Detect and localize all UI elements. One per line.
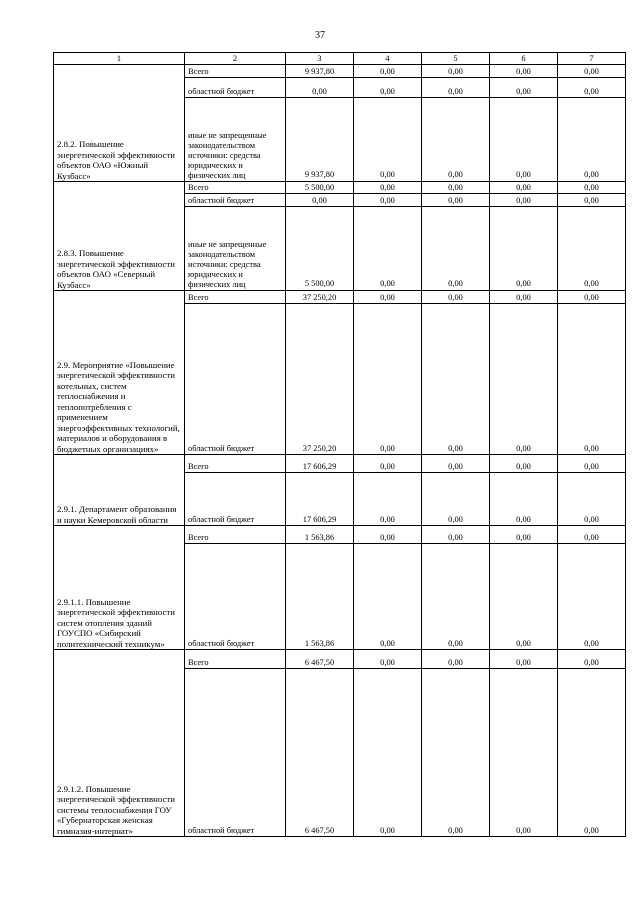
value-cell: 5 500,00	[286, 207, 354, 291]
value-cell: 1 563,86	[286, 544, 354, 650]
value-cell: 0,00	[558, 544, 626, 650]
item-name: 2.8.3. Повышение энергетической эффективности объектов ОАО «Северный Кузбасс»	[54, 182, 185, 291]
value-cell: 0,00	[354, 455, 422, 473]
value-cell: 0,00	[558, 526, 626, 544]
source-label: Всего	[185, 65, 286, 78]
source-label: областной бюджет	[185, 78, 286, 98]
value-cell: 0,00	[354, 473, 422, 526]
value-cell: 0,00	[354, 291, 422, 304]
value-cell: 0,00	[286, 78, 354, 98]
column-header: 7	[558, 53, 626, 65]
column-header: 6	[490, 53, 558, 65]
source-label: областной бюджет	[185, 669, 286, 837]
value-cell: 0,00	[422, 650, 490, 669]
value-cell: 0,00	[558, 473, 626, 526]
value-cell: 0,00	[558, 304, 626, 455]
value-cell: 0,00	[354, 65, 422, 78]
table-row	[54, 182, 626, 194]
source-label: Всего	[185, 455, 286, 473]
source-label: областной бюджет	[185, 473, 286, 526]
item-name: 2.8.2. Повышение энергетической эффективности объектов ОАО «Южный Кузбасс»	[54, 65, 185, 182]
value-cell: 0,00	[286, 194, 354, 207]
value-cell: 0,00	[422, 526, 490, 544]
value-cell: 0,00	[490, 207, 558, 291]
value-cell: 6 467,50	[286, 669, 354, 837]
value-cell: 0,00	[422, 291, 490, 304]
value-cell: 0,00	[490, 78, 558, 98]
table-row	[54, 526, 626, 544]
value-cell: 0,00	[422, 194, 490, 207]
item-name: 2.9.1.2. Повышение энергетической эффективности системы теплоснабжения ГОУ «Губернаторская женская гимназия-интернат»	[54, 650, 185, 837]
value-cell: 0,00	[558, 78, 626, 98]
source-label: областной бюджет	[185, 544, 286, 650]
value-cell: 0,00	[558, 669, 626, 837]
value-cell: 37 250,20	[286, 304, 354, 455]
value-cell: 0,00	[354, 78, 422, 98]
column-header: 2	[185, 53, 286, 65]
value-cell: 0,00	[558, 207, 626, 291]
value-cell: 0,00	[558, 291, 626, 304]
value-cell: 0,00	[422, 78, 490, 98]
value-cell: 0,00	[490, 544, 558, 650]
value-cell: 0,00	[490, 182, 558, 194]
value-cell: 17 606,29	[286, 473, 354, 526]
source-label: областной бюджет	[185, 304, 286, 455]
value-cell: 0,00	[558, 98, 626, 182]
source-label: Всего	[185, 526, 286, 544]
value-cell: 0,00	[490, 526, 558, 544]
item-name: 2.9.1.1. Повышение энергетической эффективности систем отопления зданий ГОУСПО «Сибирский политехнический техникум»	[54, 526, 185, 650]
value-cell: 0,00	[558, 194, 626, 207]
table-row	[54, 291, 626, 304]
value-cell: 0,00	[354, 669, 422, 837]
source-label: областной бюджет	[185, 194, 286, 207]
value-cell: 37 250,20	[286, 291, 354, 304]
value-cell: 0,00	[422, 65, 490, 78]
value-cell: 0,00	[490, 65, 558, 78]
value-cell: 0,00	[558, 182, 626, 194]
value-cell: 1 563,86	[286, 526, 354, 544]
value-cell: 0,00	[558, 455, 626, 473]
page-number: 37	[315, 30, 325, 41]
source-label: иные не запрещенные законодательством источники: средства юридических и физических лиц	[185, 207, 286, 291]
table-row	[54, 65, 626, 78]
value-cell: 0,00	[422, 98, 490, 182]
value-cell: 0,00	[558, 65, 626, 78]
value-cell: 0,00	[490, 455, 558, 473]
column-header: 1	[54, 53, 185, 65]
column-header: 4	[354, 53, 422, 65]
value-cell: 0,00	[354, 544, 422, 650]
value-cell: 0,00	[490, 650, 558, 669]
column-header: 5	[422, 53, 490, 65]
column-header: 3	[286, 53, 354, 65]
source-label: Всего	[185, 291, 286, 304]
source-label: Всего	[185, 182, 286, 194]
value-cell: 0,00	[422, 304, 490, 455]
table-row	[54, 455, 626, 473]
value-cell: 0,00	[558, 650, 626, 669]
value-cell: 9 937,80	[286, 65, 354, 78]
value-cell: 0,00	[422, 544, 490, 650]
budget-table	[53, 52, 626, 837]
table-row	[54, 650, 626, 669]
item-name: 2.9.1. Департамент образования и науки Кемеровской области	[54, 455, 185, 526]
value-cell: 0,00	[490, 669, 558, 837]
source-label: иные не запрещенные законодательством источники: средства юридических и физических лиц	[185, 98, 286, 182]
value-cell: 0,00	[422, 473, 490, 526]
value-cell: 0,00	[422, 669, 490, 837]
value-cell: 0,00	[490, 304, 558, 455]
value-cell: 0,00	[354, 182, 422, 194]
value-cell: 17 606,29	[286, 455, 354, 473]
value-cell: 0,00	[422, 207, 490, 291]
value-cell: 0,00	[490, 473, 558, 526]
value-cell: 0,00	[354, 650, 422, 669]
value-cell: 0,00	[490, 291, 558, 304]
value-cell: 9 937,80	[286, 98, 354, 182]
value-cell: 0,00	[490, 98, 558, 182]
value-cell: 0,00	[422, 455, 490, 473]
value-cell: 0,00	[354, 526, 422, 544]
value-cell: 5 500,00	[286, 182, 354, 194]
column-number-row	[54, 53, 626, 65]
item-name: 2.9. Мероприятие «Повышение энергетической эффективности котельных, систем теплоснабжения и теплопотребления с применением энергоэффективных технологий, материалов и оборудования в бюджетных организациях»	[54, 291, 185, 455]
value-cell: 0,00	[422, 182, 490, 194]
value-cell: 0,00	[354, 304, 422, 455]
value-cell: 0,00	[354, 98, 422, 182]
source-label: Всего	[185, 650, 286, 669]
value-cell: 6 467,50	[286, 650, 354, 669]
value-cell: 0,00	[354, 207, 422, 291]
value-cell: 0,00	[490, 194, 558, 207]
value-cell: 0,00	[354, 194, 422, 207]
